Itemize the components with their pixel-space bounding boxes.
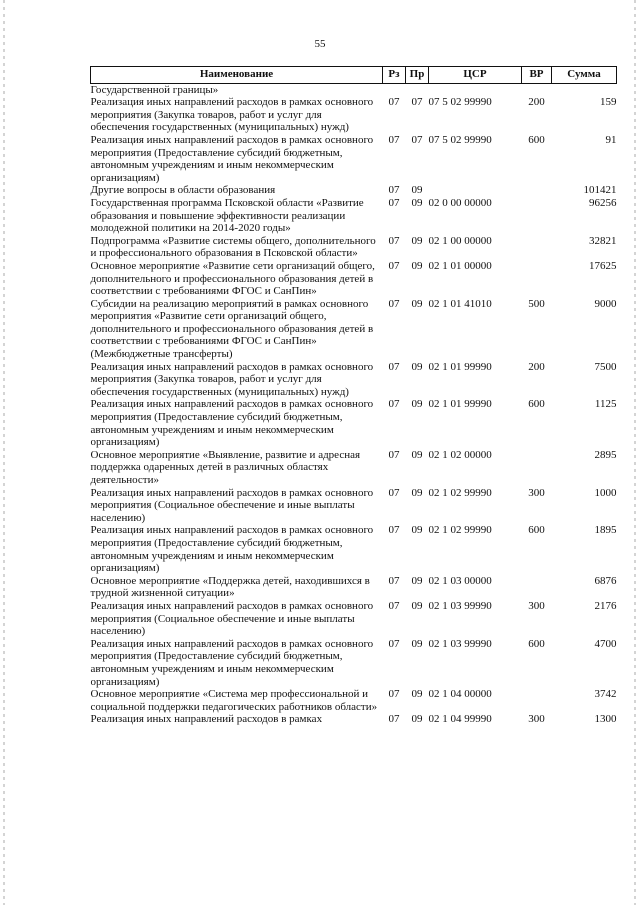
cell-sum: 1000	[594, 486, 617, 499]
cell-vr: 600	[528, 398, 545, 411]
table-row	[91, 298, 617, 361]
table-row	[91, 638, 617, 688]
cell-csr: 02 1 01 99990	[428, 360, 492, 373]
table-row	[91, 449, 617, 487]
cell-rz: 07	[388, 599, 400, 612]
cell-rz: 07	[388, 713, 400, 726]
cell-csr: 02 1 01 00000	[428, 259, 492, 272]
cell-pr: 09	[411, 297, 423, 310]
cell-name: Реализация иных направлений расходов в рамках основного мероприятия (Предоставление субсидий бюджетным, автономным учреждениям и иным некоммерческим организациям)	[90, 133, 374, 184]
cell-sum: 1125	[594, 398, 617, 411]
cell-sum: 101421	[583, 184, 617, 197]
cell-name: Реализация иных направлений расходов в рамках основного мероприятия (Предоставление субсидий бюджетным, автономным учреждениям и иным некоммерческим организациям)	[90, 524, 374, 575]
cell-vr	[522, 260, 552, 298]
table-header	[91, 67, 617, 84]
cell-name: Реализация иных направлений расходов в рамках основного мероприятия (Закупка товаров, работ и услуг для обеспечения государственных (муниципальных) нужд)	[90, 96, 374, 134]
cell-pr: 09	[411, 637, 423, 650]
cell-rz: 07	[388, 96, 400, 109]
header-row	[91, 67, 617, 84]
cell-name: Реализация иных направлений расходов в рамках основного мероприятия (Социальное обеспечение и иные выплаты населению)	[90, 599, 374, 638]
cell-sum: 17625	[589, 259, 617, 272]
cell-rz: 07	[388, 448, 400, 461]
cell-pr: 09	[411, 234, 423, 247]
cell-csr: 02 1 03 99990	[428, 637, 492, 650]
cell-name: Субсидии на реализацию мероприятий в рамках основного мероприятия «Развитие сети организаций общего, дополнительного и профессионального образования детей в соответствии с требованиями ФГОС и СанПин» (Межбюджетные трансферты)	[90, 297, 374, 361]
table-row	[91, 575, 617, 600]
cell-vr: 300	[528, 486, 545, 499]
cell-csr: 02 0 00 00000	[428, 196, 492, 209]
cell-pr: 07	[411, 96, 423, 109]
cell-vr	[522, 197, 552, 235]
header-sum: Сумма	[552, 67, 617, 84]
cell-sum	[552, 83, 617, 96]
cell-vr: 600	[528, 637, 545, 650]
cell-vr	[522, 449, 552, 487]
cell-name: Основное мероприятие «Система мер профессиональной и социальной поддержки педагогических работников области»	[90, 688, 378, 713]
cell-sum: 1300	[594, 713, 617, 726]
cell-csr	[429, 83, 522, 96]
cell-csr: 07 5 02 99990	[428, 133, 492, 146]
cell-name: Другие вопросы в области образования	[90, 184, 276, 197]
cell-rz: 07	[388, 637, 400, 650]
cell-rz: 07	[388, 574, 400, 587]
cell-name: Основное мероприятие «Выявление, развитие и адресная поддержка одаренных детей в различных областях деятельности»	[90, 448, 361, 486]
cell-csr: 02 1 00 00000	[428, 234, 492, 247]
cell-sum: 32821	[589, 234, 617, 247]
cell-vr: 600	[528, 524, 545, 537]
cell-pr	[406, 83, 429, 96]
cell-pr: 09	[411, 259, 423, 272]
cell-sum: 96256	[589, 196, 617, 209]
cell-sum: 6876	[594, 574, 617, 587]
table-row	[91, 713, 617, 726]
cell-sum: 91	[605, 133, 617, 146]
cell-pr: 09	[411, 524, 423, 537]
cell-vr: 300	[528, 713, 545, 726]
cell-sum: 1895	[594, 524, 617, 537]
cell-vr	[522, 575, 552, 600]
cell-name: Подпрограмма «Развитие системы общего, дополнительного и профессионального образования в Псковской области»	[90, 234, 376, 260]
cell-name: Государственная программа Псковской области «Развитие образования и повышение эффективности реализации молодежной политики на 2014-2020 годы»	[90, 196, 364, 235]
cell-csr: 02 1 02 99990	[428, 486, 492, 499]
header-name: Наименование	[91, 67, 383, 84]
cell-sum: 3742	[594, 688, 617, 701]
cell-csr: 02 1 03 99990	[428, 599, 492, 612]
cell-name: Реализация иных направлений расходов в рамках	[90, 713, 323, 726]
page-number: 55	[314, 38, 326, 50]
cell-sum: 2176	[594, 599, 617, 612]
cell-csr: 02 1 03 00000	[428, 574, 492, 587]
budget-table	[90, 66, 617, 726]
cell-rz: 07	[388, 184, 400, 197]
table-row	[91, 398, 617, 448]
cell-vr: 200	[528, 96, 545, 109]
cell-pr: 09	[411, 360, 423, 373]
cell-pr: 09	[411, 574, 423, 587]
header-csr: ЦСР	[429, 67, 522, 84]
table-row	[91, 184, 617, 197]
cell-name: Основное мероприятие «Поддержка детей, находившихся в трудной жизненной ситуации»	[90, 574, 370, 600]
cell-rz: 07	[388, 360, 400, 373]
cell-vr: 600	[528, 133, 545, 146]
table-row	[91, 260, 617, 298]
cell-pr: 09	[411, 713, 423, 726]
cell-sum: 4700	[594, 637, 617, 650]
scan-edge-right	[634, 0, 636, 905]
cell-vr: 500	[528, 297, 545, 310]
table-row	[91, 361, 617, 399]
cell-sum: 159	[600, 96, 617, 109]
cell-sum: 7500	[594, 360, 617, 373]
header-pr: Пр	[406, 67, 429, 84]
table-row	[91, 197, 617, 235]
cell-csr: 02 1 04 99990	[428, 713, 492, 726]
cell-rz: 07	[388, 234, 400, 247]
table-row	[91, 688, 617, 713]
table-body	[91, 83, 617, 726]
cell-vr	[522, 235, 552, 260]
cell-rz: 07	[388, 688, 400, 701]
table-row	[91, 134, 617, 184]
cell-rz: 07	[388, 196, 400, 209]
table-row	[91, 600, 617, 638]
table-row	[91, 96, 617, 134]
cell-vr	[522, 83, 552, 96]
cell-pr: 09	[411, 688, 423, 701]
table-row	[91, 235, 617, 260]
cell-csr: 02 1 02 99990	[428, 524, 492, 537]
cell-pr: 09	[411, 448, 423, 461]
cell-rz: 07	[388, 133, 400, 146]
cell-vr	[522, 184, 552, 197]
cell-rz: 07	[388, 259, 400, 272]
cell-rz	[383, 83, 406, 96]
cell-csr: 02 1 01 99990	[428, 398, 492, 411]
cell-sum: 2895	[594, 448, 617, 461]
cell-pr: 09	[411, 599, 423, 612]
header-vr: ВР	[522, 67, 552, 84]
cell-csr: 02 1 01 41010	[428, 297, 492, 310]
cell-name: Реализация иных направлений расходов в рамках основного мероприятия (Закупка товаров, работ и услуг для обеспечения государственных (муниципальных) нужд)	[90, 360, 374, 398]
cell-pr: 09	[411, 486, 423, 499]
cell-csr	[429, 184, 522, 197]
table-row	[91, 83, 617, 96]
cell-csr: 07 5 02 99990	[428, 96, 492, 109]
cell-name: Реализация иных направлений расходов в рамках основного мероприятия (Социальное обеспечение и иные выплаты населению)	[90, 486, 374, 524]
cell-rz: 07	[388, 398, 400, 411]
cell-pr: 09	[411, 196, 423, 209]
cell-rz: 07	[388, 486, 400, 499]
cell-pr: 09	[411, 184, 423, 197]
table-row	[91, 487, 617, 525]
cell-vr: 300	[528, 599, 545, 612]
cell-name: Государственной границы»	[90, 83, 219, 96]
cell-name: Основное мероприятие «Развитие сети организаций общего, дополнительного и профессионального образования детей в соответствии с требованиями ФГОС и СанПин»	[90, 259, 375, 298]
cell-vr: 200	[528, 360, 545, 373]
header-rz: Рз	[383, 67, 406, 84]
cell-pr: 09	[411, 398, 423, 411]
cell-vr	[522, 688, 552, 713]
cell-name: Реализация иных направлений расходов в рамках основного мероприятия (Предоставление субсидий бюджетным, автономным учреждениям и иным некоммерческим организациям)	[90, 637, 374, 688]
cell-csr: 02 1 02 00000	[428, 448, 492, 461]
cell-sum: 9000	[594, 297, 617, 310]
cell-pr: 07	[411, 133, 423, 146]
cell-name: Реализация иных направлений расходов в рамках основного мероприятия (Предоставление субсидий бюджетным, автономным учреждениям и иным некоммерческим организациям)	[90, 398, 374, 449]
cell-rz: 07	[388, 297, 400, 310]
cell-rz: 07	[388, 524, 400, 537]
scan-edge-left	[3, 0, 5, 905]
cell-csr: 02 1 04 00000	[428, 688, 492, 701]
table-row	[91, 524, 617, 574]
